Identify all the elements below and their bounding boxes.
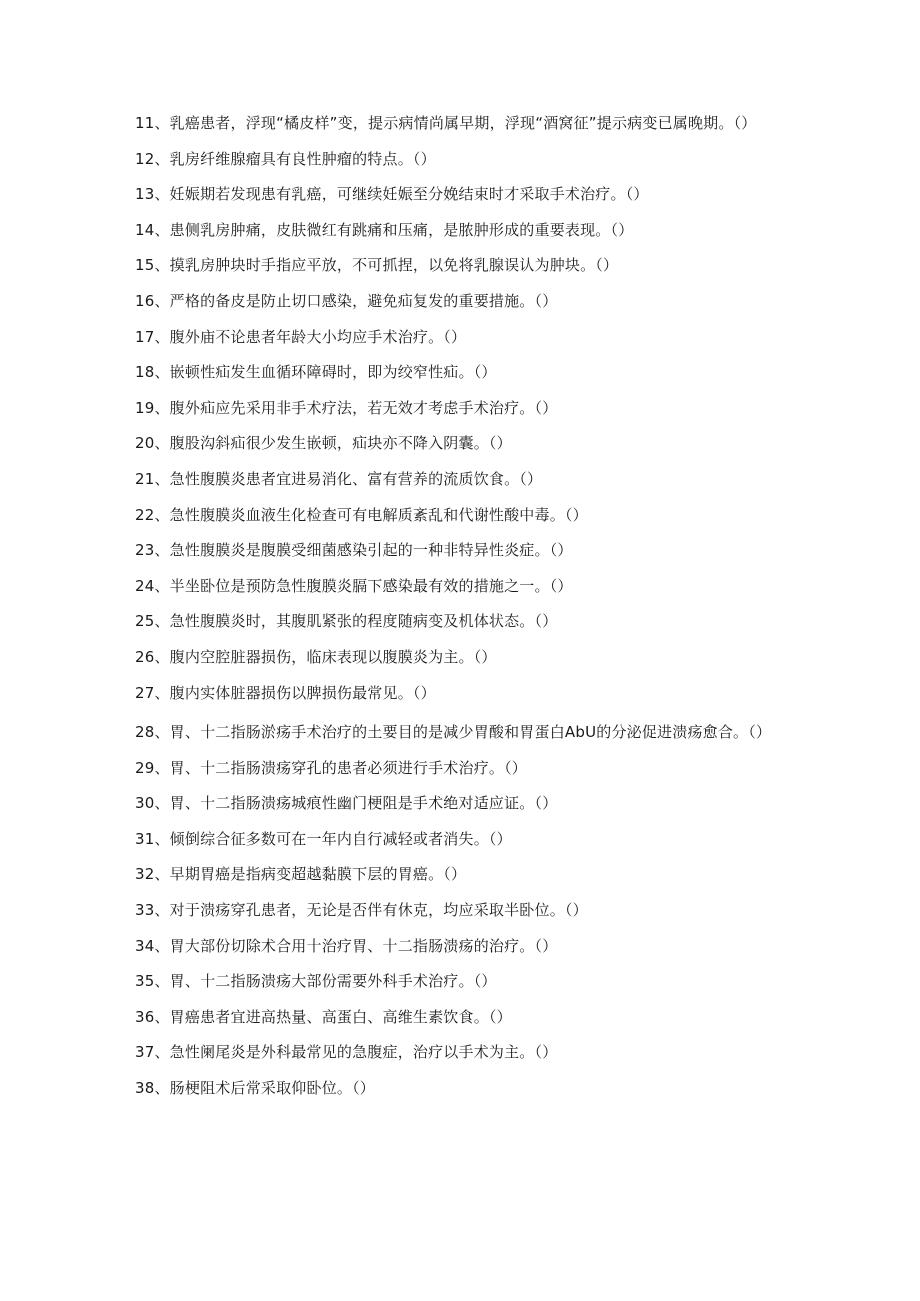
question-item: 22、急性腹膜炎血液生化检查可有电解质紊乱和代谢性酸中毒。（） (135, 505, 588, 524)
question-item: 25、急性腹膜炎时，其腹肌紧张的程度随病变及机体状态。（） (135, 612, 558, 631)
question-item: 31、倾倒综合征多数可在一年内自行减轻或者消失。（） (135, 829, 512, 848)
question-item: 38、肠梗阻术后常采取仰卧位。（） (135, 1079, 375, 1098)
question-list (135, 106, 795, 1107)
question-item: 20、腹股沟斜疝很少发生嵌顿，疝块亦不降入阴囊。（） (135, 434, 512, 453)
question-item: 11、乳癌患者，浮现“橘皮样”变，提示病情尚属早期，浮现“酒窝征”提示病变已属晚期。（） (135, 114, 757, 132)
question-item: 30、胃、十二指肠溃疡城痕性幽门梗阻是手术绝对适应证。（） (135, 794, 558, 813)
question-item: 36、胃癌患者宜进高热量、高蛋白、高维生素饮食。（） (135, 1007, 512, 1026)
question-item: 18、嵌顿性疝发生血循环障碍时，即为绞窄性疝。（） (135, 363, 497, 382)
question-item: 13、妊娠期若发现患有乳癌，可继续妊娠至分娩结束时才采取手术治疗。（） (135, 185, 649, 204)
question-item: 17、腹外庙不论患者年龄大小均应手术治疗。（） (135, 327, 467, 346)
question-item: 23、急性腹膜炎是腹膜受细菌感染引起的一种非特异性炎症。（） (135, 541, 573, 560)
question-item: 19、腹外疝应先采用非手术疗法，若无效才考虑手术治疗。（） (135, 398, 558, 417)
question-item: 12、乳房纤维腺瘤具有良性肿瘤的特点。（） (135, 149, 436, 168)
question-item: 33、对于溃疡穿孔患者，无论是否伴有休克，均应采取半卧位。（） (135, 901, 588, 920)
question-item: 26、腹内空腔脏器损伤，临床表现以腹膜炎为主。（） (135, 647, 497, 666)
question-item: 21、急性腹膜炎患者宜进易消化、富有营养的流质饮食。（） (135, 469, 543, 488)
question-item: 32、早期胃癌是指病变超越黏膜下层的胃癌。（） (135, 865, 467, 884)
question-item: 24、半坐卧位是预防急性腹膜炎膈下感染最有效的措施之一。（） (135, 576, 573, 595)
question-item: 27、腹内实体脏器损伤以脾损伤最常见。（） (135, 683, 436, 702)
question-item: 37、急性阑尾炎是外科最常见的急腹症，治疗以手术为主。（） (135, 1043, 558, 1062)
question-item: 35、胃、十二指肠溃疡大部份需要外科手术治疗。（） (135, 972, 497, 991)
question-item: 28、胃、十二指肠淤疡手术治疗的土要目的是减少胃酸和胃蛋白AbU的分泌促进溃疡愈合。（） (135, 723, 772, 742)
question-item: 15、摸乳房肿块时手指应平放，不可抓捏，以免将乳腺误认为肿块。（） (135, 256, 619, 275)
question-item: 29、胃、十二指肠溃疡穿孔的患者必须进行手术治疗。（） (135, 758, 527, 777)
question-item: 14、患侧乳房肿痛，皮肤微红有跳痛和压痛，是脓肿形成的重要表现。（） (135, 220, 634, 239)
question-item: 16、严格的备皮是防止切口感染，避免疝复发的重要措施。（） (135, 291, 558, 310)
question-item: 34、胃大部份切除术合用十治疗胃、十二指肠溃疡的治疗。（） (135, 936, 558, 955)
